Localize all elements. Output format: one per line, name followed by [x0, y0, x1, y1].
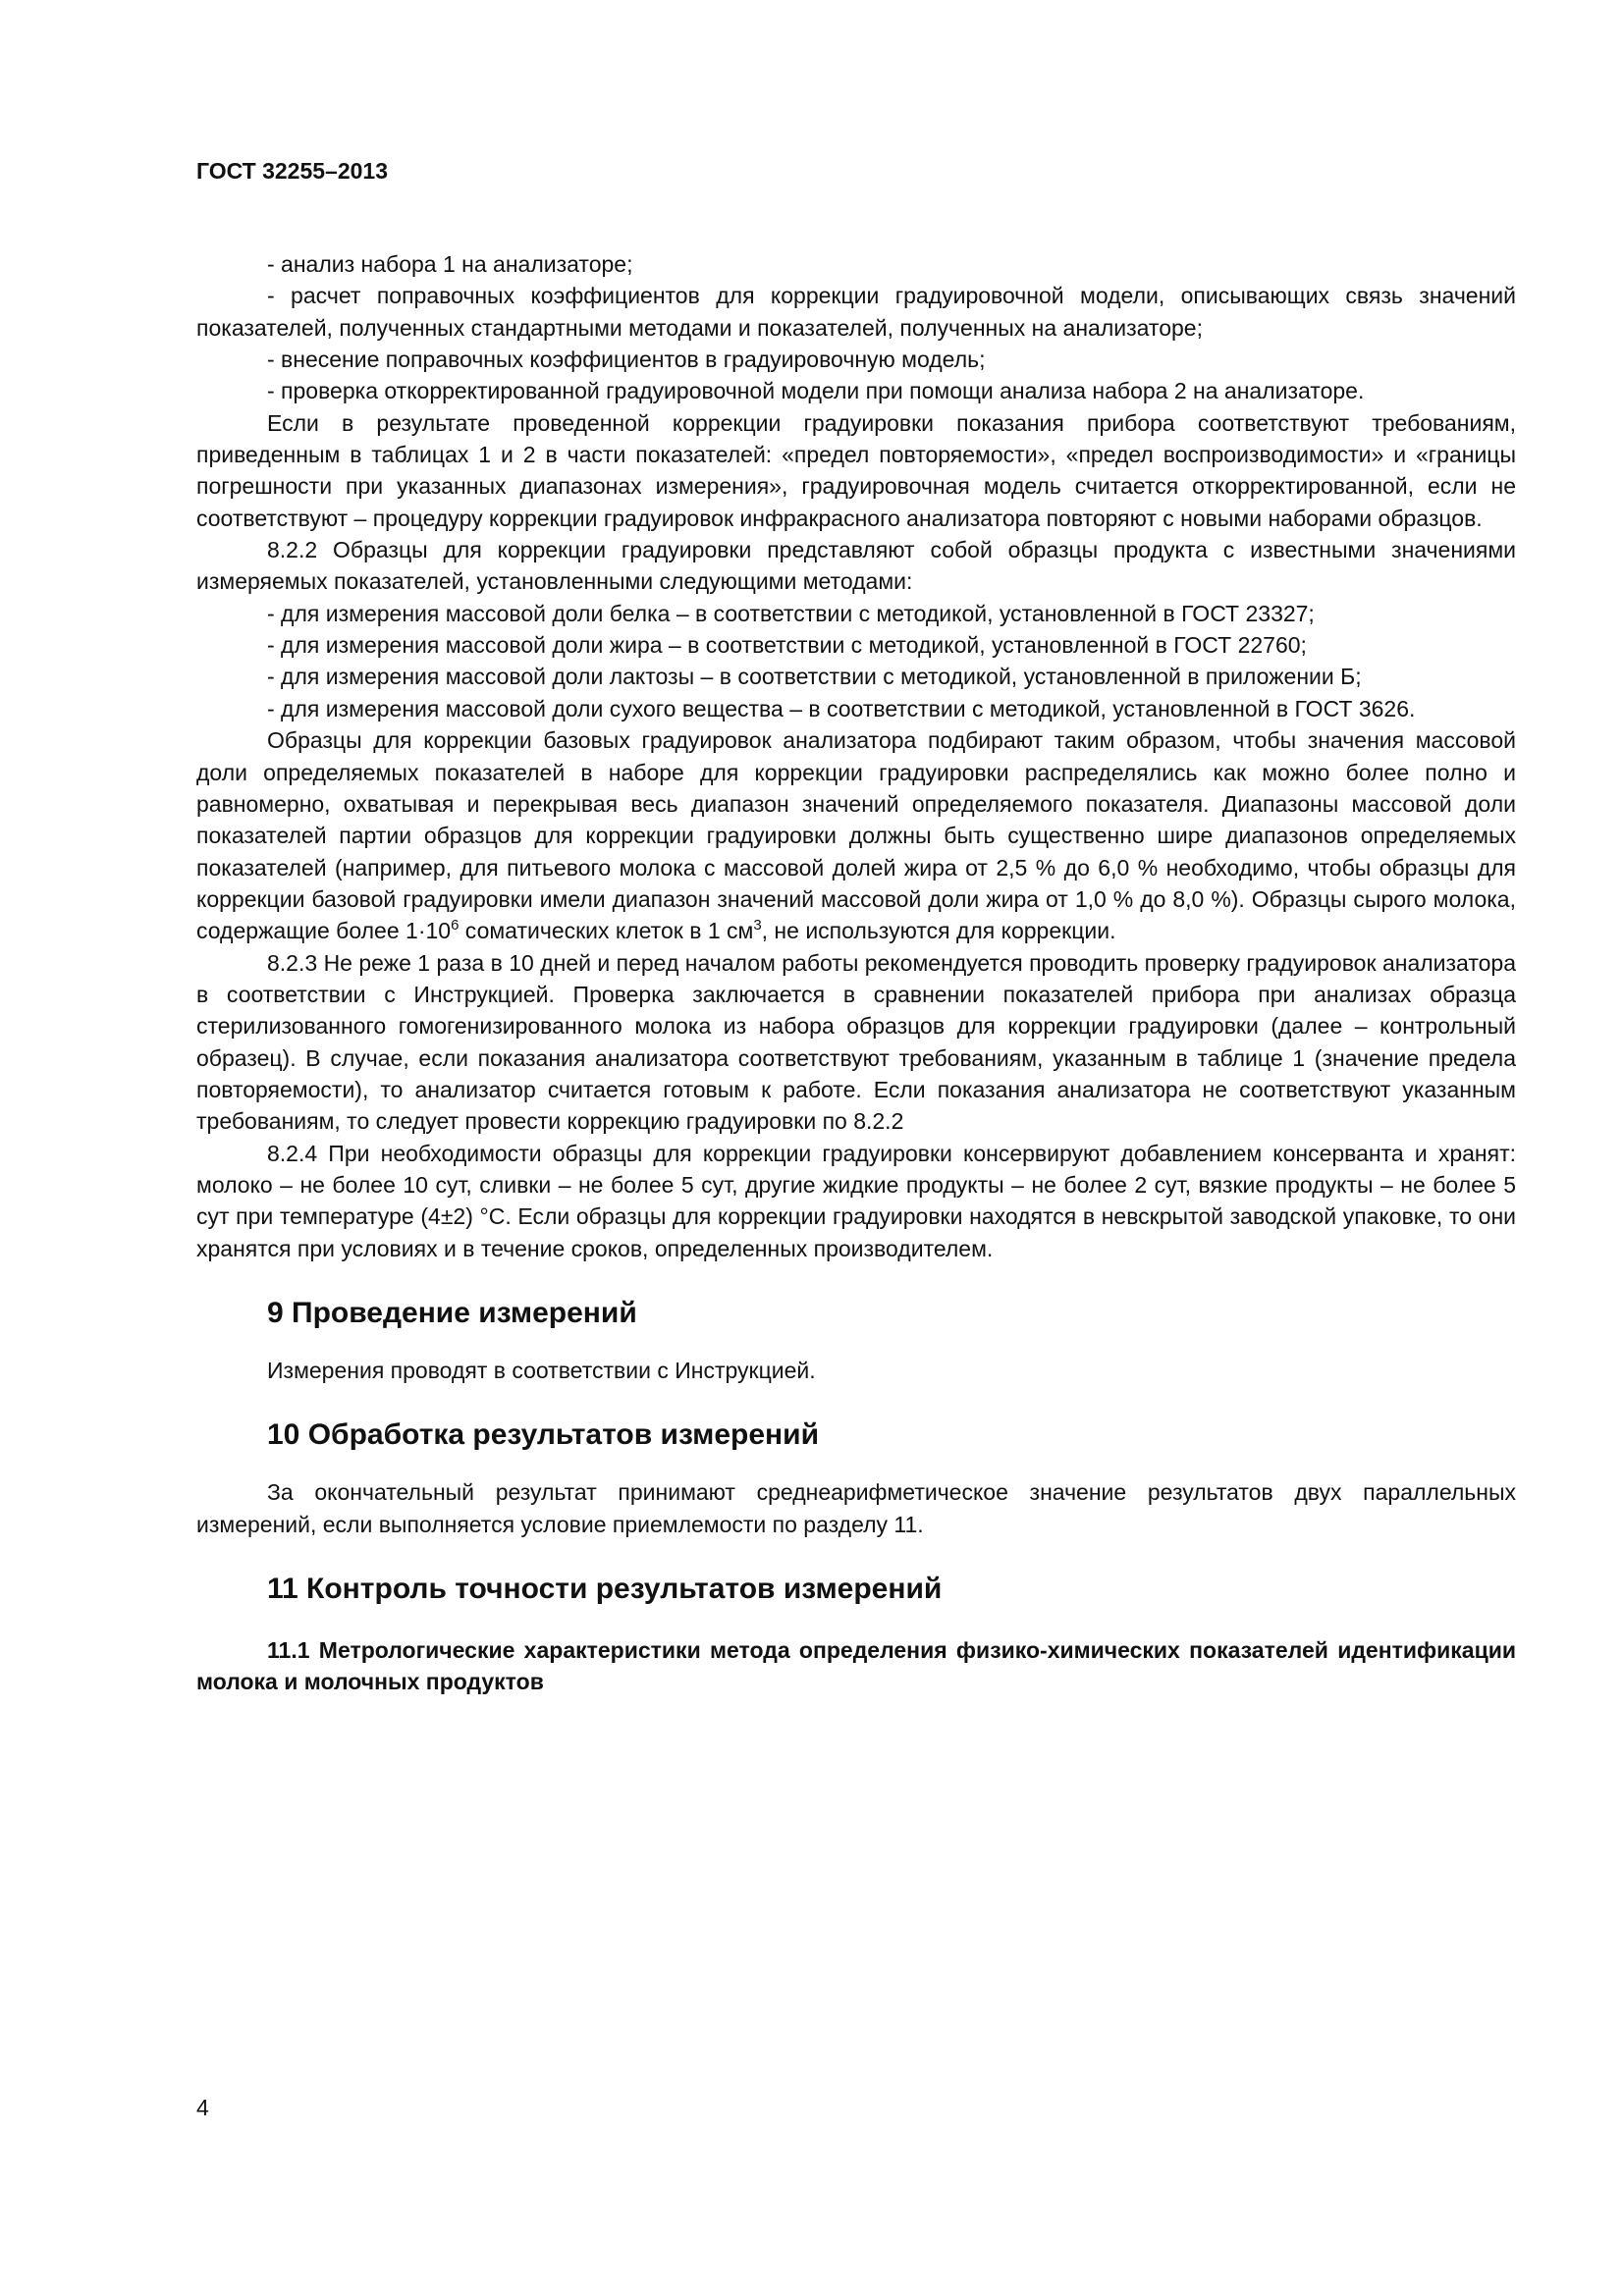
sample-selection-end: , не используются для коррекции.: [761, 918, 1116, 944]
page-number: 4: [196, 2095, 209, 2120]
paragraph-sample-selection: [196, 724, 1516, 946]
sample-selection-main: Образцы для коррекции базовых градуировок анализатора подбирают таким образом, чтобы значения массовой доли определяемых показателей в наборе для коррекции градуировки распределялись как можно более полно и равномерно, охватывая и перекрывая весь диапазон значений определяемого показателя. Диапазоны массовой доли показателей партии образцов для коррекции градуировки должны быть существенно шире диапазонов определяемых показателей (например, для питьевого молока с массовой долей жира от 2,5 % до 6,0 % необходимо, чтобы образцы для коррекции базовой градуировки имели диапазон значений массовой доли жира от 1,0 % до 8,0 %). Образцы сырого молока, содержащие более 1·10: [196, 727, 1516, 944]
list-item-dry-matter: - для измерения массовой доли сухого вещества – в соответствии с методикой, установленной в ГОСТ 3626.: [267, 695, 1416, 721]
document-body: [196, 248, 1516, 1698]
section-9-heading: 9 Проведение измерений: [267, 1297, 637, 1329]
paragraph-8-2-4: 8.2.4 При необходимости образцы для коррекции градуировки консервируют добавлением консерванта и хранят: молоко – не более 10 сут, сливки – не более 5 сут, другие жидкие продукты – не более 2 сут, вязкие продукты – не более 5 сут при температуре (4±2) °С. Если образцы для коррекции градуировки находятся в невскрытой заводской упаковке, то они хранятся при условиях и в течение сроков, определенных производителем.: [196, 1140, 1516, 1261]
list-item-lactose: - для измерения массовой доли лактозы – в соответствии с методикой, установленной в приложении Б;: [267, 664, 1362, 690]
section-10-text: За окончательный результат принимают среднеарифметическое значение результатов двух параллельных измерений, если выполняется условие приемлемости по разделу 11.: [196, 1479, 1516, 1537]
list-item-analysis-set1: - анализ набора 1 на анализаторе;: [267, 251, 633, 277]
document-code-header: ГОСТ 32255–2013: [196, 158, 389, 184]
paragraph-correction-result: Если в результате проведенной коррекции градуировки показания прибора соответствуют требованиям, приведенным в таблицах 1 и 2 в части показателей: «предел повторяемости», «предел воспроизводимости» и «границы погрешности при указанных диапазонах измерения», градуировочная модель считается откорректированной, если не соответствуют – процедуру коррекции градуировок инфракрасного анализатора повторяют с новыми наборами образцов.: [196, 409, 1516, 531]
section-9-text: Измерения проводят в соответствии с Инструкцией.: [267, 1358, 816, 1383]
section-11-heading: 11 Контроль точности результатов измерений: [267, 1573, 943, 1606]
exponent-3: 3: [753, 917, 762, 934]
list-item-correction-coefficients: - расчет поправочных коэффициентов для коррекции градуировочной модели, описывающих связь значений показателей, полученных стандартными методами и показателей, полученных на анализаторе;: [196, 283, 1516, 341]
list-item-apply-coefficients: - внесение поправочных коэффициентов в градуировочную модель;: [267, 347, 986, 373]
paragraph-8-2-3: 8.2.3 Не реже 1 раза в 10 дней и перед началом работы рекомендуется проводить проверку градуировок анализатора в соответствии с Инструкцией. Проверка заключается в сравнении показателей прибора при анализах образца стерилизованного гомогенизированного молока из набора образцов для коррекции градуировки (далее – контрольный образец). В случае, если показания анализатора соответствуют требованиям, указанным в таблице 1 (значение предела повторяемости), то анализатор считается готовым к работе. Если показания анализатора не соответствуют указанным требованиям, то следует провести коррекцию градуировки по 8.2.2: [196, 949, 1516, 1135]
list-item-verify-model: - проверка откорректированной градуировочной модели при помощи анализа набора 2 на анализаторе.: [267, 378, 1365, 404]
paragraph-8-2-2: 8.2.2 Образцы для коррекции градуировки представляют собой образцы продукта с известными значениями измеряемых показателей, установленными следующими методами:: [196, 537, 1516, 595]
list-item-fat: - для измерения массовой доли жира – в соответствии с методикой, установленной в ГОСТ 22760;: [267, 632, 1307, 659]
list-item-protein: - для измерения массовой доли белка – в соответствии с методикой, установленной в ГОСТ 23327;: [267, 600, 1315, 626]
exponent-6: 6: [451, 917, 460, 934]
subsection-11-1-heading: 11.1 Метрологические характеристики метода определения физико-химических показателей идентификации молока и молочных продуктов: [196, 1637, 1516, 1695]
section-10-heading: 10 Обработка результатов измерений: [267, 1418, 820, 1452]
sample-selection-mid: соматических клеток в 1 см: [459, 918, 754, 944]
